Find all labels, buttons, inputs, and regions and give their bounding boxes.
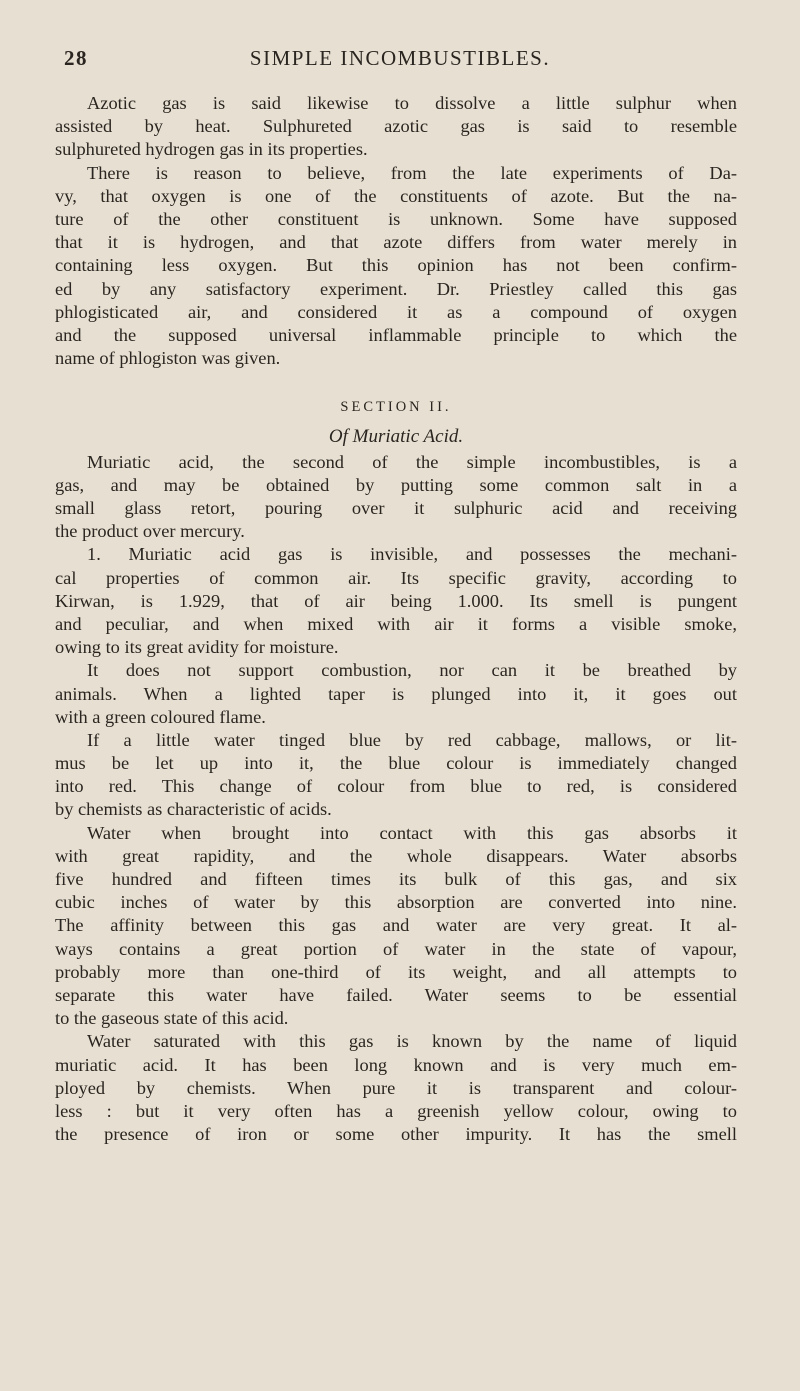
text-line: into red. This change of colour from blue to red, is considered (55, 776, 737, 797)
text-line: to the gaseous state of this acid. (55, 1008, 289, 1029)
text-line: animals. When a lighted taper is plunged into it, it goes out (55, 683, 737, 704)
text-line: Kirwan, is 1.929, that of air being 1.000. Its smell is pungent (55, 590, 737, 611)
paragraph-muriatic-acid (55, 451, 737, 1147)
text-line: There is reason to believe, from the late experiments of Da- (87, 162, 737, 183)
text-line: sulphureted hydrogen gas in its properties. (55, 139, 368, 160)
text-line: the product over mercury. (55, 521, 245, 542)
body-text (55, 92, 737, 1146)
running-header (0, 46, 800, 76)
text-line: ways contains a great portion of water in the state of vapour, (55, 938, 737, 959)
text-line: Water when brought into contact with this gas absorbs it (87, 822, 737, 843)
text-line: Azotic gas is said likewise to dissolve a little sulphur when (87, 93, 737, 113)
text-line: owing to its great avidity for moisture. (55, 637, 339, 658)
text-line: and peculiar, and when mixed with air it forms a visible smoke, (55, 613, 737, 634)
text-line: name of phlogiston was given. (55, 348, 281, 369)
text-line: less : but it very often has a greenish yellow colour, owing to (55, 1100, 737, 1121)
text-line: cubic inches of water by this absorption are converted into nine. (55, 892, 737, 913)
text-line: ed by any satisfactory experiment. Dr. Priestley called this gas (55, 278, 737, 299)
text-line: assisted by heat. Sulphureted azotic gas is said to resemble (55, 116, 737, 137)
text-line: vy, that oxygen is one of the constituents of azote. But the na- (55, 185, 737, 206)
text-line: that it is hydrogen, and that azote differs from water merely in (55, 232, 737, 253)
text-line: Muriatic acid, the second of the simple incombustibles, is a (87, 451, 737, 472)
text-line: with a green coloured flame. (55, 706, 266, 727)
text-line: ture of the other constituent is unknown. Some have supposed (55, 208, 737, 229)
text-line: by chemists as characteristic of acids. (55, 799, 332, 820)
text-line: If a little water tinged blue by red cabbage, mallows, or lit- (87, 729, 737, 750)
text-line: five hundred and fifteen times its bulk of this gas, and six (55, 869, 737, 889)
text-line: The affinity between this gas and water are very great. It al- (55, 915, 737, 936)
page-number: 28 (64, 46, 88, 70)
text-line: It does not support combustion, nor can it be breathed by (87, 660, 737, 681)
text-line: separate this water have failed. Water seems to be essential (55, 984, 737, 1005)
text-line: and the supposed universal inflammable principle to which the (55, 324, 737, 345)
text-line: with great rapidity, and the whole disappears. Water absorbs (55, 845, 737, 866)
section-heading: SECTION II. (340, 399, 452, 416)
text-line: containing less oxygen. But this opinion has not been confirm- (55, 255, 737, 276)
text-line: muriatic acid. It has been long known and is very much em- (55, 1054, 737, 1075)
text-line: small glass retort, pouring over it sulphuric acid and receiving (55, 498, 737, 518)
text-line: probably more than one-third of its weight, and all attempts to (55, 961, 737, 982)
text-line: ployed by chemists. When pure it is transparent and colour- (55, 1077, 737, 1098)
running-title: SIMPLE INCOMBUSTIBLES. (249, 46, 551, 70)
text-line: the presence of iron or some other impurity. It has the smell (55, 1124, 737, 1145)
text-line: gas, and may be obtained by putting some common salt in a (55, 474, 737, 495)
text-line: mus be let up into it, the blue colour is immediately changed (55, 753, 737, 774)
text-line: 1. Muriatic acid gas is invisible, and possesses the mechani- (87, 544, 737, 565)
section-title: Of Muriatic Acid. (328, 426, 464, 448)
paragraph-azote (55, 92, 737, 370)
text-line: cal properties of common air. Its specific gravity, according to (55, 567, 737, 588)
text-line: phlogisticated air, and considered it as a compound of oxygen (55, 301, 737, 322)
text-line: Water saturated with this gas is known by the name of liquid (87, 1031, 737, 1052)
